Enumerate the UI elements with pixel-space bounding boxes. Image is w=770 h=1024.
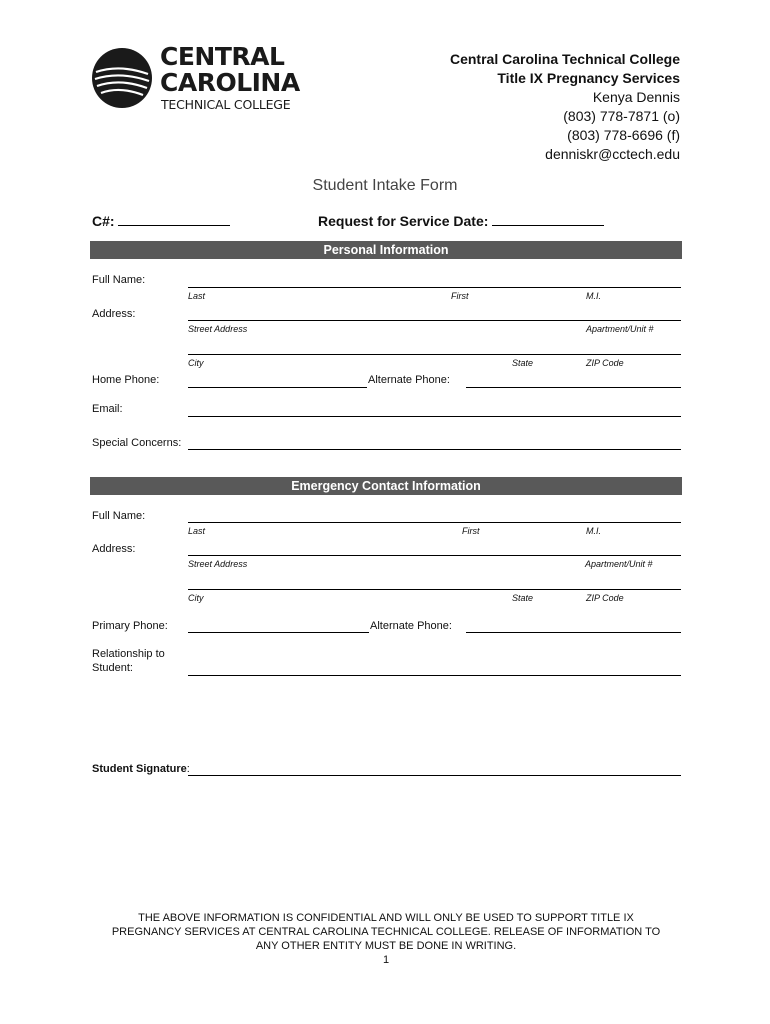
mi-sublabel: M.I. xyxy=(586,291,601,301)
confidentiality-notice xyxy=(90,911,682,967)
ec-last-sublabel: Last xyxy=(188,526,206,536)
request-date-input[interactable] xyxy=(492,212,604,226)
ec-full-name-input[interactable] xyxy=(188,522,681,523)
notice-line-2: PREGNANCY SERVICES AT CENTRAL CAROLINA TECHNICAL COLLEGE. RELEASE OF INFORMATION TO xyxy=(111,926,661,938)
notice-line-3: ANY OTHER ENTITY MUST BE DONE IN WRITING. xyxy=(255,940,517,952)
ec-street-sublabel: Street Address xyxy=(188,559,248,569)
office-phone: (803) 778-7871 (o) xyxy=(563,108,680,124)
address-label: Address: xyxy=(92,308,136,320)
apartment-sublabel: Apartment/Unit # xyxy=(586,324,654,334)
request-date-field xyxy=(318,212,604,229)
page-number: 1 xyxy=(382,954,390,966)
street-address-input[interactable] xyxy=(188,320,681,321)
request-date-label: Request for Service Date: xyxy=(318,213,489,229)
relationship-input[interactable] xyxy=(188,675,681,676)
state-sublabel: State xyxy=(512,358,534,368)
email-input[interactable] xyxy=(188,416,681,417)
city-sublabel: City xyxy=(188,358,204,368)
college-logo xyxy=(90,42,310,118)
street-sublabel: Street Address xyxy=(188,324,248,334)
notice-line-1: THE ABOVE INFORMATION IS CONFIDENTIAL AND WILL ONLY BE USED TO SUPPORT TITLE IX xyxy=(138,912,634,924)
relationship-label-line1: Relationship to xyxy=(92,648,165,660)
logo-emblem-icon xyxy=(90,46,154,110)
ec-apartment-sublabel: Apartment/Unit # xyxy=(585,559,653,569)
ec-alternate-phone-label: Alternate Phone: xyxy=(370,620,452,632)
ec-full-name-label: Full Name: xyxy=(92,510,146,522)
c-number-label: C#: xyxy=(92,213,115,229)
first-sublabel: First xyxy=(451,291,469,301)
student-signature-label xyxy=(92,763,190,775)
c-number-field xyxy=(92,212,230,229)
ec-zip-sublabel: ZIP Code xyxy=(586,593,624,603)
service-name: Title IX Pregnancy Services xyxy=(497,70,680,86)
home-phone-label: Home Phone: xyxy=(92,374,160,386)
ec-city-state-zip-input[interactable] xyxy=(188,589,681,590)
logo-line-carolina: CAROLINA xyxy=(160,68,300,97)
zip-sublabel: ZIP Code xyxy=(586,358,624,368)
city-state-zip-input[interactable] xyxy=(188,354,681,355)
home-phone-input[interactable] xyxy=(188,387,367,388)
emergency-contact-header: Emergency Contact Information xyxy=(90,477,682,495)
ec-mi-sublabel: M.I. xyxy=(586,526,601,536)
alternate-phone-label: Alternate Phone: xyxy=(368,374,450,386)
contact-person: Kenya Dennis xyxy=(592,89,680,105)
logo-line-central: CENTRAL xyxy=(160,42,285,71)
relationship-label-line2: Student: xyxy=(92,662,133,674)
full-name-label: Full Name: xyxy=(92,274,146,286)
student-signature-input[interactable] xyxy=(188,775,681,776)
contact-email: denniskr@cctech.edu xyxy=(545,146,680,162)
contact-block xyxy=(450,50,680,164)
full-name-input[interactable] xyxy=(188,287,681,288)
college-name: Central Carolina Technical College xyxy=(449,51,680,67)
logo-line-technical-college: TECHNICAL COLLEGE xyxy=(161,97,291,112)
special-concerns-input[interactable] xyxy=(188,449,681,450)
ec-city-sublabel: City xyxy=(188,593,204,603)
ec-state-sublabel: State xyxy=(512,593,534,603)
signature-label-colon: : xyxy=(186,763,190,775)
email-label: Email: xyxy=(92,403,123,415)
form-title: Student Intake Form xyxy=(312,177,458,194)
last-sublabel: Last xyxy=(188,291,206,301)
primary-phone-input[interactable] xyxy=(188,632,369,633)
ec-first-sublabel: First xyxy=(462,526,480,536)
primary-phone-label: Primary Phone: xyxy=(92,620,168,632)
signature-label-text: Student Signature xyxy=(92,763,187,775)
ec-address-label: Address: xyxy=(92,543,136,555)
c-number-input[interactable] xyxy=(118,212,230,226)
fax-phone: (803) 778-6696 (f) xyxy=(567,127,680,143)
alternate-phone-input[interactable] xyxy=(466,387,681,388)
personal-info-header: Personal Information xyxy=(90,241,682,259)
special-concerns-label: Special Concerns: xyxy=(92,437,182,449)
ec-street-address-input[interactable] xyxy=(188,555,681,556)
ec-alternate-phone-input[interactable] xyxy=(466,632,681,633)
